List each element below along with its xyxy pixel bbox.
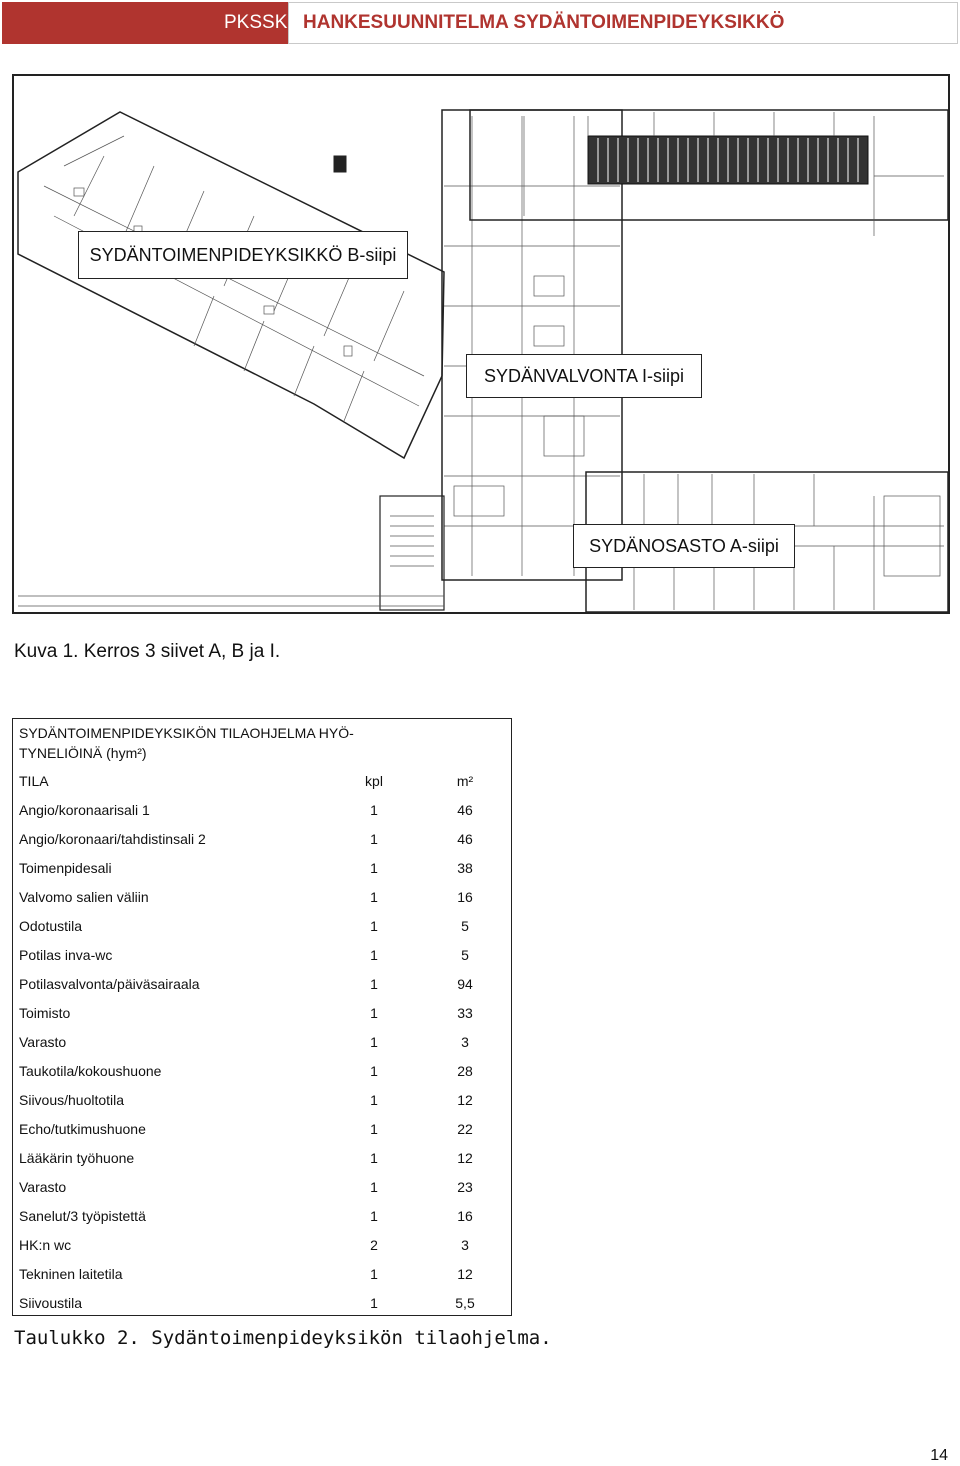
- figure-caption: Kuva 1. Kerros 3 siivet A, B ja I.: [14, 641, 281, 662]
- row-kpl: 1: [370, 1005, 378, 1021]
- row-kpl: 1: [370, 1121, 378, 1137]
- i-wing-label: SYDÄNVALVONTA I-siipi: [466, 354, 702, 398]
- table-caption: Taulukko 2. Sydäntoimenpideyksikön tilaohjelma.: [14, 1327, 552, 1349]
- row-m2: 94: [457, 976, 473, 992]
- row-m2: 3: [461, 1034, 469, 1050]
- floor-plan: [12, 74, 950, 614]
- table-row: [19, 1090, 509, 1110]
- table-row: [19, 887, 509, 907]
- row-name: Siivous/huoltotila: [19, 1092, 125, 1108]
- row-m2: 3: [461, 1237, 469, 1253]
- floor-plan-drawing: [14, 76, 948, 612]
- table-row: [19, 829, 509, 849]
- row-m2: 33: [457, 1005, 473, 1021]
- table-row: [19, 1177, 509, 1197]
- table-row: [19, 1235, 509, 1255]
- row-kpl: 1: [370, 1266, 378, 1282]
- row-m2: 23: [457, 1179, 473, 1195]
- row-m2: 16: [457, 889, 473, 905]
- table-row: [19, 974, 509, 994]
- row-name: Tekninen laitetila: [19, 1266, 123, 1282]
- a-wing-label: SYDÄNOSASTO A-siipi: [573, 524, 795, 568]
- table-row: [19, 1206, 509, 1226]
- row-name: Toimisto: [19, 1005, 71, 1021]
- table-row: [19, 945, 509, 965]
- row-name: Siivoustila: [19, 1295, 83, 1311]
- row-m2: 46: [457, 831, 473, 847]
- row-m2: 16: [457, 1208, 473, 1224]
- page-number: 14: [930, 1447, 948, 1464]
- row-name: Valvomo salien väliin: [19, 889, 149, 905]
- row-kpl: 1: [370, 947, 378, 963]
- row-kpl: 1: [370, 1208, 378, 1224]
- row-m2: 5: [461, 947, 469, 963]
- table-title: SYDÄNTOIMENPIDEYKSIKÖN TILAOHJELMA HYÖ-TYNELIÖINÄ (hym²): [19, 725, 354, 761]
- row-kpl: 1: [370, 802, 378, 818]
- table-row: [19, 1119, 509, 1139]
- table-row: [19, 1293, 509, 1313]
- table-row: [19, 1148, 509, 1168]
- table-row: [19, 1264, 509, 1284]
- row-m2: 46: [457, 802, 473, 818]
- table-row: [19, 858, 509, 878]
- row-kpl: 1: [370, 889, 378, 905]
- row-name: Echo/tutkimushuone: [19, 1121, 146, 1137]
- row-name: Angio/koronaari/tahdistinsali 2: [19, 831, 206, 847]
- row-name: Varasto: [19, 1179, 67, 1195]
- page-header: [2, 0, 958, 46]
- row-name: Varasto: [19, 1034, 67, 1050]
- column-header-tila: TILA: [19, 773, 49, 789]
- row-kpl: 1: [370, 1295, 378, 1311]
- row-kpl: 1: [370, 918, 378, 934]
- row-m2: 5: [461, 918, 469, 934]
- space-program-table: [12, 718, 512, 1316]
- row-kpl: 1: [370, 1034, 378, 1050]
- row-m2: 22: [457, 1121, 473, 1137]
- row-kpl: 1: [370, 1092, 378, 1108]
- row-name: Potilasvalvonta/päiväsairaala: [19, 976, 200, 992]
- table-row: [19, 916, 509, 936]
- row-m2: 5,5: [455, 1295, 475, 1311]
- header-badge: PKSSK: [2, 2, 288, 44]
- row-m2: 12: [457, 1092, 473, 1108]
- row-m2: 28: [457, 1063, 473, 1079]
- column-header-m2: m²: [456, 773, 474, 789]
- table-header-row: [19, 771, 509, 791]
- row-kpl: 1: [370, 1063, 378, 1079]
- table-row: [19, 800, 509, 820]
- column-header-kpl: kpl: [365, 773, 383, 789]
- table-row: [19, 1061, 509, 1081]
- row-m2: 12: [457, 1266, 473, 1282]
- row-kpl: 2: [370, 1237, 378, 1253]
- row-kpl: 1: [370, 976, 378, 992]
- b-wing-label: SYDÄNTOIMENPIDEYKSIKKÖ B-siipi: [78, 231, 408, 279]
- header-title: HANKESUUNNITELMA SYDÄNTOIMENPIDEYKSIKKÖ: [288, 2, 958, 44]
- row-name: Taukotila/kokoushuone: [19, 1063, 162, 1079]
- row-name: Toimenpidesali: [19, 860, 112, 876]
- row-name: HK:n wc: [19, 1237, 72, 1253]
- table-row: [19, 1032, 509, 1052]
- row-kpl: 1: [370, 831, 378, 847]
- row-name: Odotustila: [19, 918, 83, 934]
- row-name: Potilas inva-wc: [19, 947, 113, 963]
- row-m2: 12: [457, 1150, 473, 1166]
- row-name: Sanelut/3 työpistettä: [19, 1208, 146, 1224]
- row-kpl: 1: [370, 1179, 378, 1195]
- row-m2: 38: [457, 860, 473, 876]
- row-name: Lääkärin työhuone: [19, 1150, 135, 1166]
- table-row: [19, 1003, 509, 1023]
- row-name: Angio/koronaarisali 1: [19, 802, 150, 818]
- row-kpl: 1: [370, 1150, 378, 1166]
- row-kpl: 1: [370, 860, 378, 876]
